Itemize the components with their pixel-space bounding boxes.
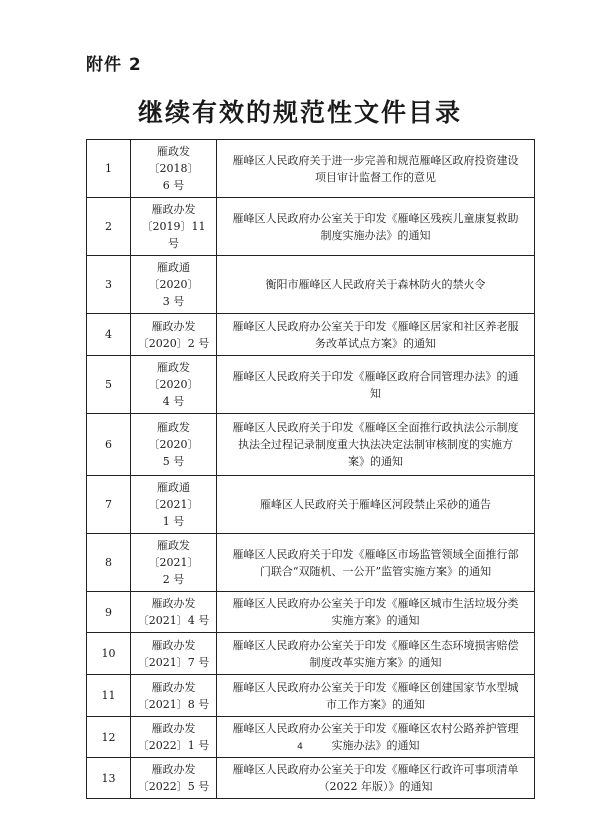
document-title-cell (217, 356, 535, 414)
document-code (131, 314, 217, 356)
document-code (131, 758, 217, 799)
document-title-line: 雁峰区人民政府办公室关于印发《雁峰区行政许可事项清单 (232, 763, 519, 776)
document-code-line: 〔2021〕7 号 (137, 655, 210, 669)
document-title-line: 雁峰区人民政府关于印发《雁峰区市场监管领域全面推行部 (232, 547, 519, 561)
table-row (87, 356, 535, 414)
document-title-line: 雁峰区人民政府办公室关于印发《雁峰区城市生活垃圾分类 (232, 597, 519, 610)
document-code-line: 〔2021〕8 号 (137, 697, 210, 711)
document-code-line: 雁政发〔2018〕 (148, 145, 199, 175)
document-catalog-table (86, 139, 535, 799)
row-number: 10 (87, 633, 131, 675)
table-row (87, 140, 535, 198)
document-title-line: 实施办法》的通知 (331, 739, 420, 752)
document-title-line: （2022 年版）》的通知 (318, 780, 433, 793)
table-row (87, 675, 535, 717)
document-code-line: 雁政发〔2020〕 (148, 361, 199, 391)
document-title-line: 实施方案》的通知 (331, 614, 420, 627)
document-code (131, 633, 217, 675)
row-number: 2 (87, 198, 131, 256)
document-code-line: 雁政通〔2021〕 (148, 481, 199, 511)
document-code-line: 雁政办发 (151, 203, 196, 216)
table-row (87, 592, 535, 633)
table-row (87, 758, 535, 799)
table-row (87, 476, 535, 534)
row-number: 4 (87, 314, 131, 356)
document-title-line: 制度改革实施方案》的通知 (309, 655, 442, 669)
row-number: 11 (87, 675, 131, 717)
document-title-line: 雁峰区人民政府办公室关于印发《雁峰区农村公路养护管理 (232, 722, 519, 735)
document-code-line: 〔2022〕1 号 (137, 739, 210, 752)
document-code-line: 2 号 (162, 573, 185, 586)
document-code-line: 雁政通〔2020〕 (148, 261, 199, 291)
document-title-cell (217, 198, 535, 256)
document-code (131, 414, 217, 476)
document-code-line: 1 号 (162, 515, 185, 528)
document-code-line: 4 号 (162, 395, 185, 408)
document-code-line: 雁政办发 (151, 597, 196, 610)
catalog-body (87, 140, 535, 799)
document-code-line: 雁政发〔2021〕 (148, 539, 199, 569)
row-number: 6 (87, 414, 131, 476)
document-title-line: 雁峰区人民政府关于印发《雁峰区政府合同管理办法》的通 (232, 369, 519, 383)
row-number: 12 (87, 717, 131, 758)
document-code (131, 356, 217, 414)
document-title-cell (217, 476, 535, 534)
document-title-line: 执法全过程记录制度重大执法决定法制审核制度的实施方 (238, 438, 513, 451)
document-code-line: 5 号 (162, 455, 185, 468)
document-title-line: 案》的通知 (348, 455, 403, 468)
row-number: 13 (87, 758, 131, 799)
table-row (87, 534, 535, 592)
table-row (87, 633, 535, 675)
table-row (87, 414, 535, 476)
document-title: 继续有效的规范性文件目录 (137, 98, 462, 127)
document-title-line: 雁峰区人民政府关于进一步完善和规范雁峰区政府投资建设 (232, 153, 519, 167)
document-code-line: 雁政发〔2020〕 (148, 421, 199, 451)
table-row (87, 314, 535, 356)
document-code-line: 〔2019〕11 号 (141, 220, 206, 250)
document-title-cell (217, 256, 535, 314)
document-code-line: 〔2021〕4 号 (137, 614, 210, 627)
row-number: 5 (87, 356, 131, 414)
document-title-line: 市工作方案》的通知 (326, 697, 425, 711)
document-code-line: 雁政办发 (151, 763, 196, 776)
document-code (131, 198, 217, 256)
document-title-cell (217, 592, 535, 633)
document-title-line: 制度实施办法》的通知 (320, 228, 431, 242)
row-number: 7 (87, 476, 131, 534)
document-title-cell (217, 534, 535, 592)
document-title-line: 雁峰区人民政府关于雁峰区河段禁止采砂的通告 (260, 498, 491, 511)
row-number: 1 (87, 140, 131, 198)
table-row (87, 256, 535, 314)
document-code (131, 534, 217, 592)
document-title-line: 雁峰区人民政府办公室关于印发《雁峰区残疾儿童康复救助 (232, 211, 519, 225)
document-code (131, 476, 217, 534)
document-title-line: 雁峰区人民政府办公室关于印发《雁峰区生态环境损害赔偿 (232, 638, 519, 652)
document-code (131, 140, 217, 198)
document-code (131, 675, 217, 717)
document-title-line: 衡阳市雁峰区人民政府关于森林防火的禁火令 (265, 278, 486, 291)
document-title-cell (217, 675, 535, 717)
document-code (131, 592, 217, 633)
document-title-cell (217, 314, 535, 356)
attachment-label: 附件 2 (86, 55, 142, 75)
document-title-cell (217, 140, 535, 198)
document-title-cell (217, 758, 535, 799)
document-code-line: 〔2022〕5 号 (137, 780, 210, 793)
document-code-line: 雁政办发 (151, 680, 196, 694)
document-code-line: 雁政办发 (151, 638, 196, 652)
document-title-line: 雁峰区人民政府关于印发《雁峰区全面推行政执法公示制度 (232, 421, 519, 434)
document-code (131, 256, 217, 314)
document-title-line: 门联合“双随机、一公开”监管实施方案》的通知 (259, 564, 492, 578)
document-code-line: 〔2020〕2 号 (137, 336, 210, 350)
table-row (87, 198, 535, 256)
document-title-line: 雁峰区人民政府办公室关于印发《雁峰区创建国家节水型城 (232, 680, 519, 694)
document-title-line: 雁峰区人民政府办公室关于印发《雁峰区居家和社区养老服 (232, 319, 519, 333)
document-title-line: 知 (370, 386, 381, 400)
row-number: 3 (87, 256, 131, 314)
document-code-line: 雁政办发 (151, 722, 196, 735)
document-title-cell (217, 414, 535, 476)
row-number: 9 (87, 592, 131, 633)
document-title-cell (217, 633, 535, 675)
page-number: 4 (297, 742, 303, 752)
document-title-line: 务改革试点方案》的通知 (315, 336, 436, 350)
document-title-line: 项目审计监督工作的意见 (315, 170, 436, 184)
document-code-line: 雁政办发 (151, 319, 196, 333)
row-number: 8 (87, 534, 131, 592)
document-code-line: 6 号 (162, 179, 185, 192)
document-code-line: 3 号 (162, 295, 185, 308)
